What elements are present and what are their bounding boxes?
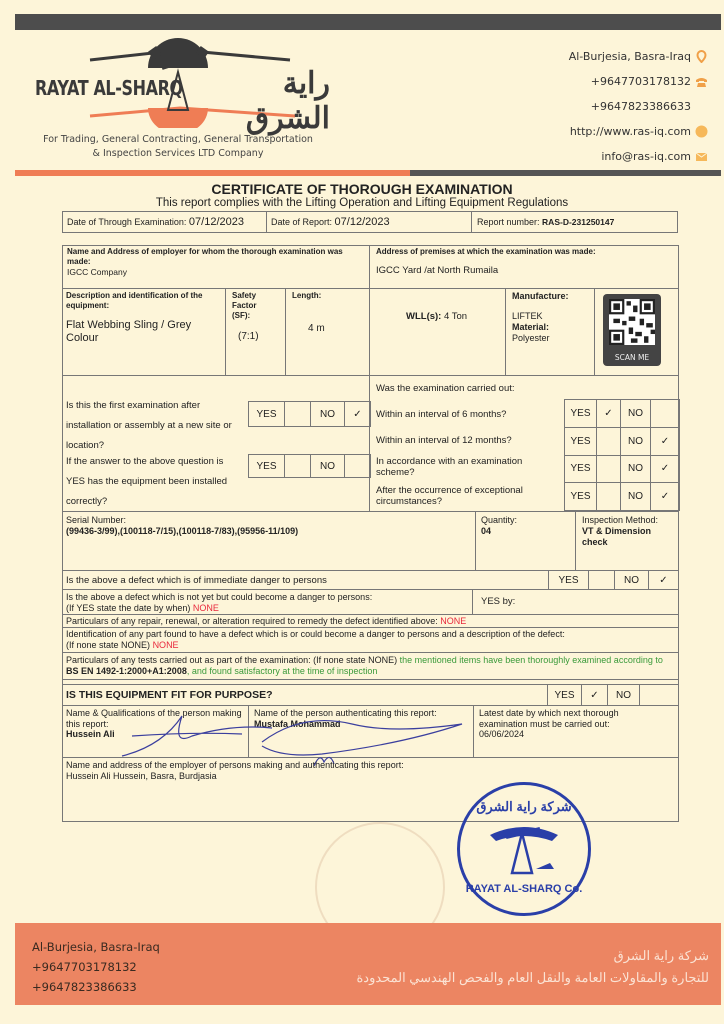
manufacture-value: LIFTEK — [512, 311, 543, 321]
question-installed-correctly: If the answer to the above question is YES has the equipment been installed correctly? — [66, 456, 228, 507]
stamp-arabic-text: شركة راية الشرق — [476, 799, 572, 814]
signature-scribbles-icon — [82, 706, 482, 766]
yes-option[interactable]: YES — [249, 455, 285, 478]
inspection-method-cell — [575, 512, 679, 571]
certificate-subtitle: This report complies with the Lifting Operation and Lifting Equipment Regulations — [155, 197, 569, 209]
future-danger-row — [62, 590, 679, 615]
report-date-label: Date of Report: — [271, 217, 333, 227]
repair-value: NONE — [440, 616, 467, 626]
yes-option[interactable]: YES — [565, 483, 597, 511]
report-number-value: RAS-D-231250147 — [542, 217, 615, 227]
employer-value: IGCC Company — [67, 267, 127, 277]
material-value: Polyester — [512, 333, 550, 343]
length-value: 4 m — [308, 323, 325, 334]
next-exam-date: 06/06/2024 — [479, 729, 525, 739]
premises-label: Address of premises at which the examination was made: — [376, 247, 596, 256]
exam-date-value: 07/12/2023 — [188, 216, 244, 228]
no-checkbox[interactable]: ✓ — [651, 455, 680, 483]
stamp-english-text: RAYAT AL-SHARQ Co. — [465, 883, 583, 895]
no-option[interactable]: NO — [311, 455, 345, 478]
yes-checkbox[interactable]: ✓ — [582, 685, 608, 706]
repair-label: Particulars of any repair, renewal, or alteration required to remedy the defect identified above: — [66, 616, 438, 626]
manufacture-label: Manufacture: — [512, 291, 569, 301]
no-checkbox[interactable] — [651, 400, 680, 428]
qr-code-icon — [609, 299, 655, 345]
yes-option[interactable]: YES — [565, 427, 597, 455]
footer-arabic-line-2: للتجارة والمقاولات العامة والنقل العام والفحص الهندسي المحدودة — [356, 970, 709, 985]
footer-bar — [15, 923, 721, 1005]
inspection-method-value: VT & Dimension check — [582, 526, 652, 547]
questions-left — [62, 376, 370, 511]
quantity-cell — [475, 512, 575, 571]
questions-right — [370, 376, 679, 511]
contact-address: Al-Burjesia, Basra-Iraq — [568, 50, 691, 63]
dates-row — [62, 211, 678, 233]
yes-checkbox[interactable] — [597, 427, 621, 455]
contact-phone-2: +9647823386633 — [590, 100, 691, 113]
footer-arabic-line-1: شركة راية الشرق — [613, 948, 709, 963]
next-exam-cell — [473, 706, 679, 757]
tests-value-end: , and found satisfactory at the time of inspection — [186, 666, 378, 676]
question-12-months: Within an interval of 12 months? — [376, 435, 512, 446]
no-option[interactable]: NO — [621, 483, 651, 511]
identification-hint: (If none state NONE) — [66, 640, 151, 650]
safety-factor-cell — [226, 289, 286, 376]
length-label: Length: — [292, 291, 322, 300]
equipment-row — [62, 289, 679, 376]
yes-option[interactable]: YES — [565, 455, 597, 483]
no-option[interactable]: NO — [615, 571, 649, 590]
safety-factor-label: Safety Factor (SF): — [232, 291, 257, 320]
signatures-row — [62, 706, 679, 758]
tests-value: the mentioned items have been thoroughly examined according to — [399, 655, 663, 665]
yes-checkbox[interactable]: ✓ — [597, 400, 621, 428]
report-maker-label: Name & Qualifications of the person making this report: — [66, 708, 242, 729]
company-tagline — [18, 133, 338, 161]
employer-cell — [62, 245, 370, 289]
serial-label: Serial Number: — [66, 515, 127, 525]
envelope-icon — [695, 150, 708, 163]
identification-label: Identification of any part found to have a defect which is or could become a danger to persons and a description of the defect: — [66, 629, 565, 639]
authenticator-label: Name of the person authenticating this report: — [254, 708, 437, 718]
header-dark-bar — [15, 14, 721, 30]
immediate-danger-label: Is the above a defect which is of immediate danger to persons — [66, 575, 327, 586]
wll-cell — [370, 289, 506, 376]
footer-arabic — [357, 945, 710, 989]
immediate-danger-answer — [548, 570, 679, 590]
fit-for-purpose-label: IS THIS EQUIPMENT FIT FOR PURPOSE? — [66, 689, 273, 701]
yes-option[interactable]: YES — [549, 571, 589, 590]
contact-website[interactable]: http://www.ras-iq.com — [569, 125, 691, 138]
no-checkbox[interactable]: ✓ — [651, 427, 680, 455]
contact-phone-1: +9647703178132 — [590, 75, 691, 88]
exam-date-label: Date of Through Examination: — [67, 217, 187, 227]
tests-standard: BS EN 1492-1:2000+A1:2008 — [66, 666, 187, 676]
no-option[interactable]: NO — [608, 685, 640, 706]
serial-cell — [66, 515, 471, 537]
footer-contact — [32, 937, 160, 997]
tests-label: Particulars of any tests carried out as part of the examination: (If none state NONE) — [66, 655, 398, 665]
future-danger-value: NONE — [192, 602, 219, 613]
footer-phone-2: +9647823386633 — [32, 980, 137, 994]
company-stamp — [457, 782, 591, 916]
header-grey-bar — [410, 170, 721, 176]
quantity-value: 04 — [481, 526, 492, 536]
inspection-method-label: Inspection Method: — [582, 515, 659, 525]
qr-scan-label: SCAN ME — [614, 353, 650, 362]
yes-checkbox[interactable] — [285, 402, 311, 427]
yes-checkbox[interactable] — [285, 455, 311, 478]
immediate-danger-row — [62, 571, 679, 590]
question-exceptional: After the occurrence of exceptional circumstances? — [376, 485, 523, 507]
company-logo — [30, 38, 330, 135]
report-date-value: 07/12/2023 — [334, 216, 390, 228]
safety-factor-value: (7:1) — [238, 331, 259, 342]
no-checkbox[interactable] — [345, 455, 371, 478]
no-option[interactable]: NO — [621, 400, 651, 428]
length-cell — [286, 289, 370, 376]
header-orange-bar — [15, 170, 410, 176]
first-exam-answer — [248, 401, 371, 427]
report-number-label: Report number: — [477, 217, 540, 227]
no-option[interactable]: NO — [621, 455, 651, 483]
future-danger-label: Is the above a defect which is not yet but could become a danger to persons: — [66, 592, 373, 602]
no-checkbox[interactable] — [640, 685, 679, 706]
question-exam-scheme: In accordance with an examination scheme? — [376, 456, 523, 478]
yes-option[interactable]: YES — [565, 400, 597, 428]
fit-for-purpose-row — [62, 684, 679, 706]
installed-correctly-answer — [248, 454, 371, 478]
yes-checkbox[interactable] — [597, 483, 621, 511]
no-checkbox[interactable]: ✓ — [345, 402, 371, 427]
employer-row — [62, 245, 679, 289]
authenticator-name: Mustafa Mohammad — [254, 718, 341, 729]
company-name-ar: راية الشرق — [245, 67, 330, 135]
no-checkbox[interactable]: ✓ — [649, 571, 679, 590]
exam-carried-out-label: Was the examination carried out: — [376, 383, 515, 394]
manufacture-cell — [506, 289, 595, 376]
identification-value: NONE — [152, 640, 179, 650]
company-name-en: RAYAT AL-SHARQ — [35, 76, 183, 100]
report-number-cell — [472, 212, 678, 233]
premises-value: IGCC Yard /at North Rumaila — [376, 265, 499, 276]
no-checkbox[interactable]: ✓ — [651, 483, 680, 511]
repair-row — [62, 615, 679, 628]
wll-label: WLL(s): — [406, 311, 442, 322]
tagline-line-2: & Inspection Services LTD Company — [92, 148, 264, 159]
employer-label: Name and Address of employer for whom the thorough examination was made: — [67, 247, 343, 266]
employer-of-persons-value: Hussein Ali Hussein, Basra, Burdjasia — [66, 771, 217, 781]
yes-by-field[interactable]: YES by: — [472, 590, 679, 614]
description-value: Flat Webbing Sling / Grey Colour — [66, 319, 192, 344]
tests-row — [62, 653, 679, 680]
report-maker-name: Hussein Ali — [66, 729, 115, 739]
telephone-icon — [695, 75, 708, 88]
fit-for-purpose-answer — [547, 684, 679, 706]
question-first-exam: Is this the first examination after installation or assembly at a new site or location? — [66, 400, 232, 451]
wll-value: 4 Ton — [444, 311, 468, 322]
yes-checkbox[interactable] — [589, 571, 615, 590]
certificate-title: CERTIFICATE OF THOROUGH EXAMINATION — [211, 181, 513, 197]
employer-of-persons-label: Name and address of the employer of persons making and authenticating this report: — [66, 760, 404, 770]
no-option[interactable]: NO — [621, 427, 651, 455]
description-label: Description and identification of the equipment: — [66, 291, 203, 310]
exam-interval-answers — [564, 399, 680, 511]
no-option[interactable]: NO — [311, 402, 345, 427]
serial-row — [62, 511, 679, 571]
tagline-line-1: For Trading, General Contracting, General Transportation — [43, 134, 313, 145]
material-label: Material: — [512, 322, 550, 332]
premises-cell — [370, 245, 679, 289]
future-danger-text — [66, 592, 372, 613]
serial-value: (99436-3/99),(100118-7/15),(100118-7/83),(95956-11/109) — [66, 526, 299, 536]
location-pin-icon — [695, 50, 708, 63]
contact-block — [569, 44, 708, 169]
future-danger-hint: (If YES state the date by when) — [66, 602, 191, 613]
yes-option[interactable]: YES — [548, 685, 582, 706]
contact-email[interactable]: info@ras-iq.com — [601, 150, 691, 163]
exam-date-cell — [63, 212, 267, 233]
footer-phone-1: +9647703178132 — [32, 960, 137, 974]
yes-option[interactable]: YES — [249, 402, 285, 427]
yes-checkbox[interactable] — [597, 455, 621, 483]
description-cell — [62, 289, 226, 376]
next-exam-label: Latest date by which next thorough examination must be carried out: — [479, 708, 619, 729]
quantity-label: Quantity: — [481, 515, 518, 525]
globe-icon — [695, 125, 708, 138]
identification-row — [62, 628, 679, 653]
report-date-cell — [267, 212, 472, 233]
footer-address: Al-Burjesia, Basra-Iraq — [32, 940, 160, 954]
question-6-months: Within an interval of 6 months? — [376, 409, 507, 420]
qr-code-badge[interactable] — [603, 294, 661, 366]
